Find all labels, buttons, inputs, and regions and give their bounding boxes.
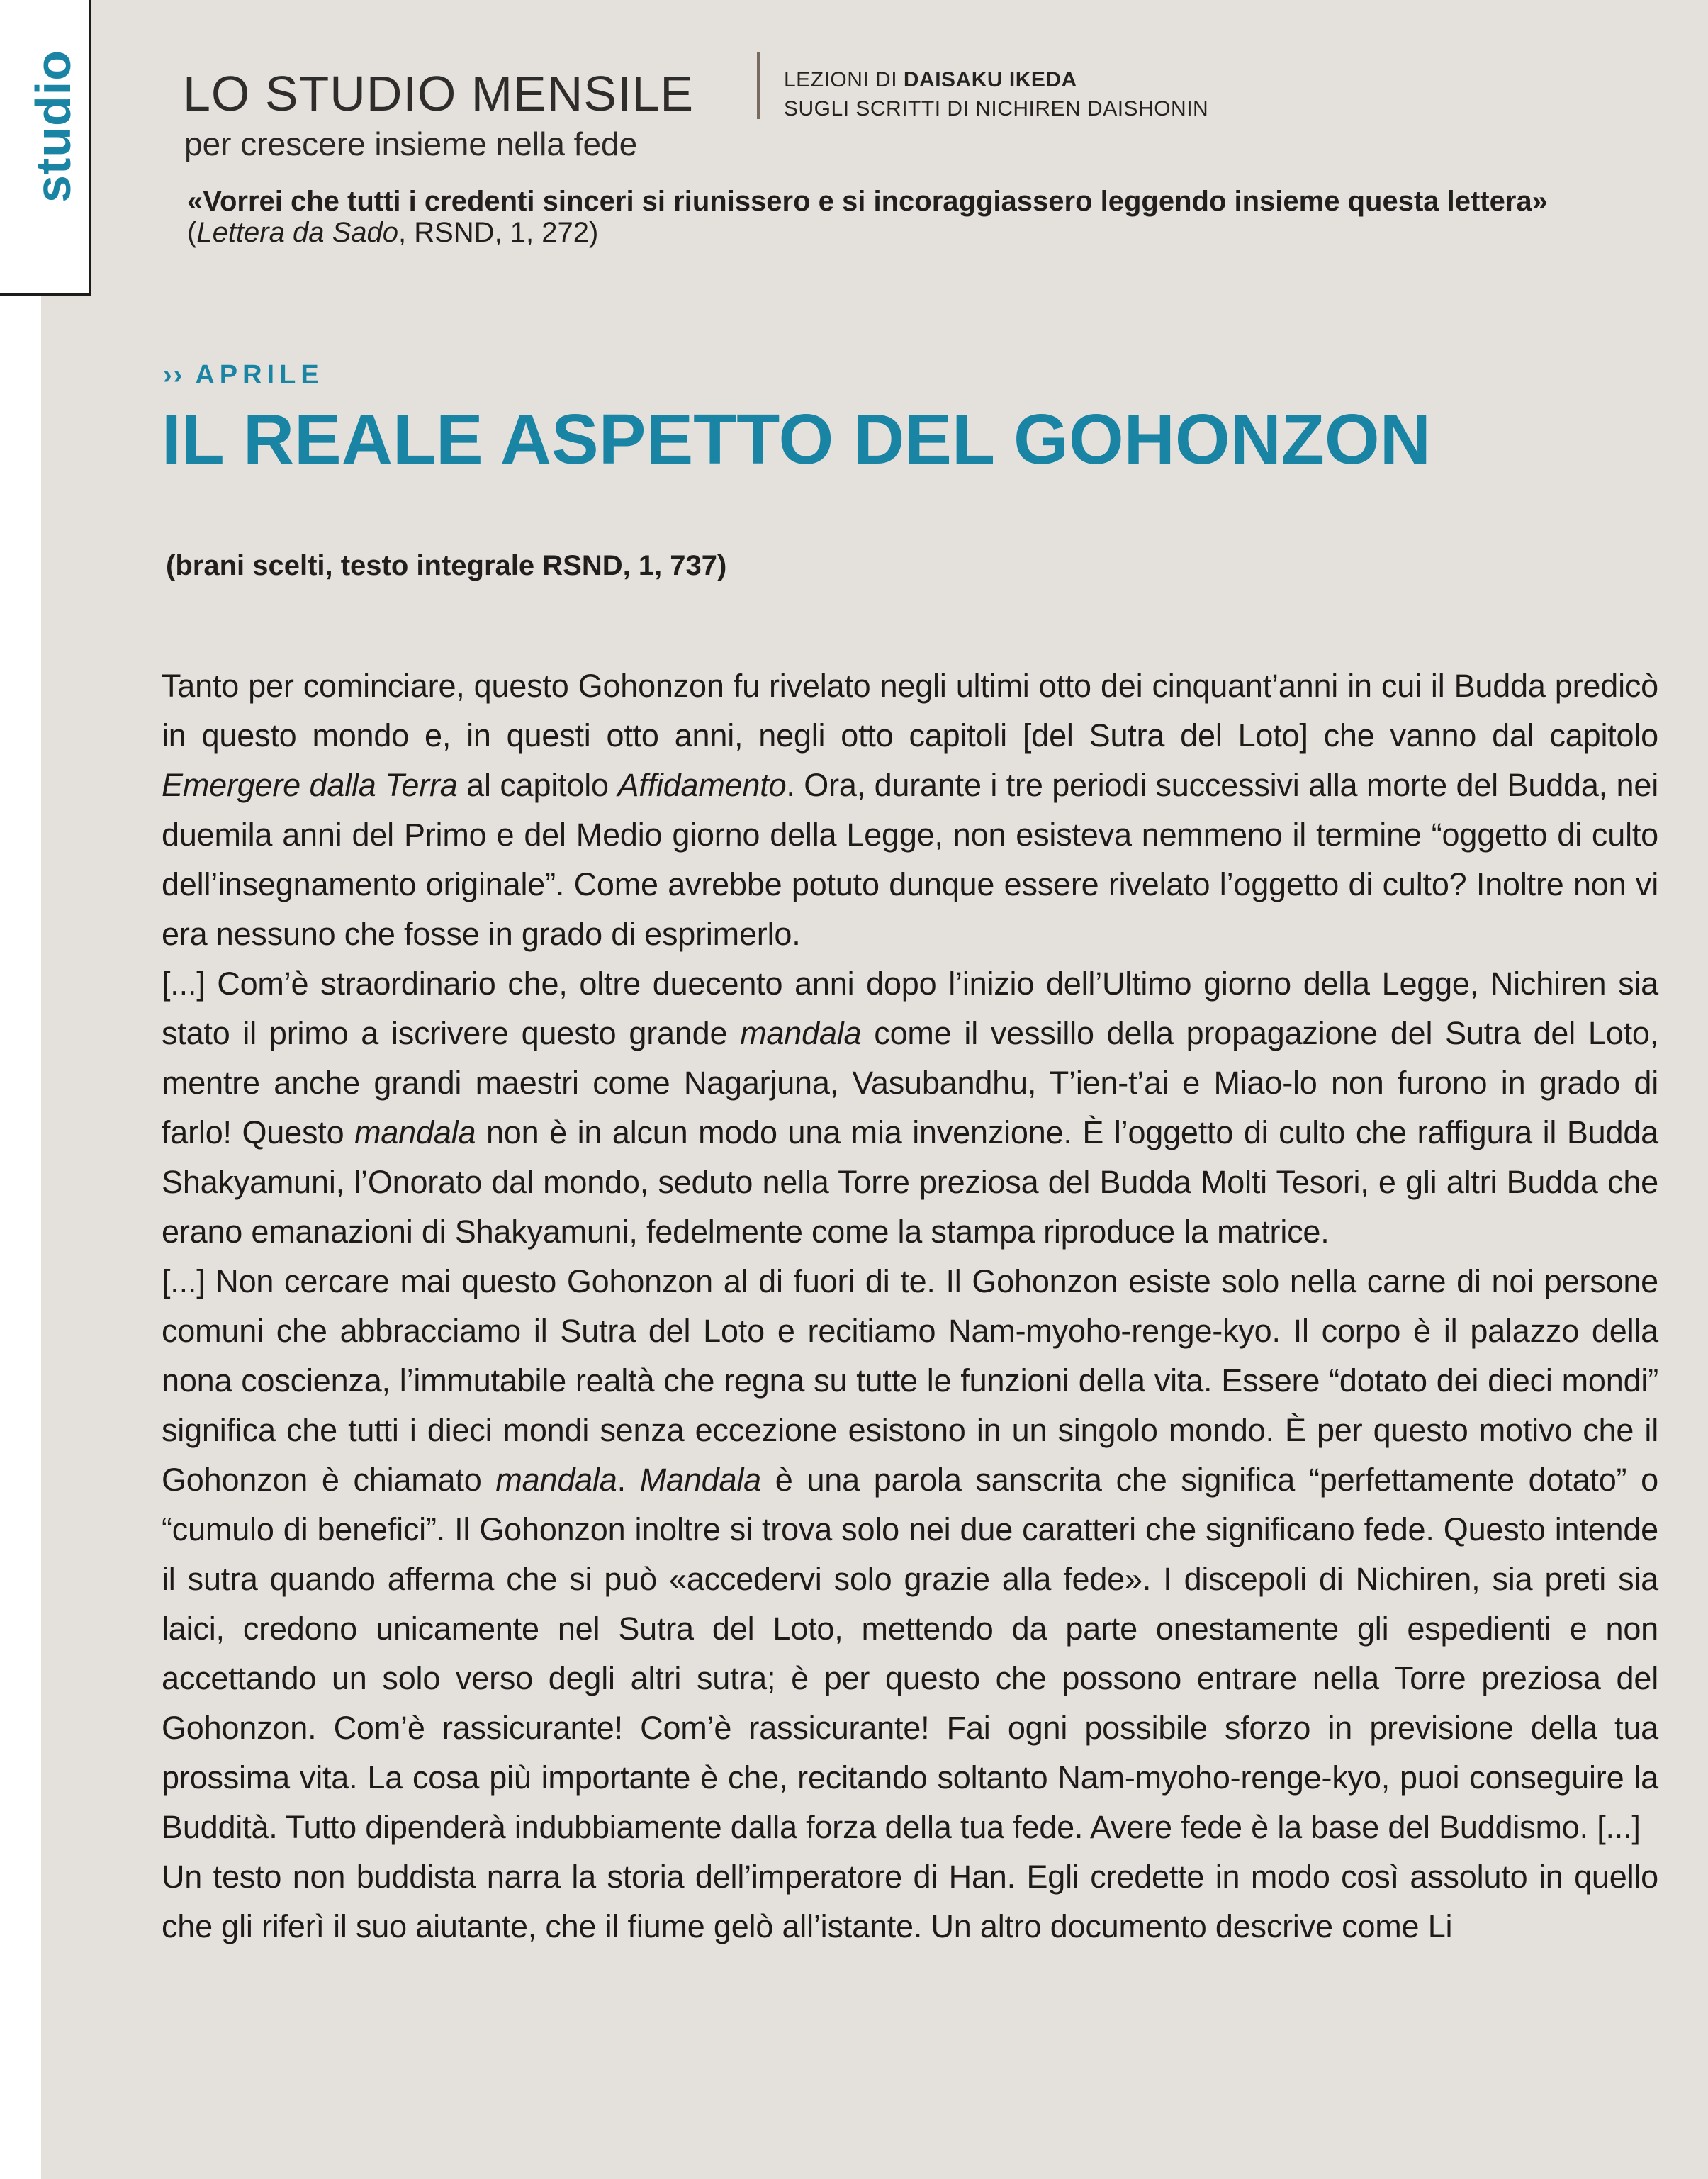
month-kicker-row [163,360,324,391]
lessons-byline: LEZIONI DI DAISAKU IKEDA [784,68,1077,91]
body-paragraph: [...] Non cercare mai questo Gohonzon al di fuori di te. Il Gohonzon esiste solo nella carne di noi persone comuni che abbracciamo il Sutra del Loto e recitiamo Nam-myoho-renge-kyo. Il corpo è il palazzo della nona coscienza, l’immutabile realtà che regna su tutte le funzioni della vita. Essere “dotato dei dieci mondi” significa che tutti i dieci mondi senza eccezione esistono in un singolo mondo. È per questo motivo che il Gohonzon è chiamato mandala. Mandala è una parola sanscrita che significa “perfettamente dotato” o “cumulo di benefici”. Il Gohonzon inoltre si trova solo nei due caratteri che significano fede. Questo intende il sutra quando afferma che si può «accedervi solo grazie alla fede». I discepoli di Nichiren, sia preti sia laici, credono unicamente nel Sutra del Loto, mettendo da parte onestamente gli espedienti e non accettando un solo verso degli altri sutra; è per questo che possono entrare nella Torre preziosa del Gohonzon. Com’è rassicurante! Com’è rassicurante! Fai ogni possibile sforzo in previsione della tua prossima vita. La cosa più importante è che, recitando soltanto Nam-myoho-renge-kyo, puoi conseguire la Buddità. Tutto dipenderà indubbiamente dalla forza della tua fede. Avere fede è la base del Buddismo. [...] [162,1263,1658,1845]
month-kicker: APRILE [195,360,324,390]
opening-quote: «Vorrei che tutti i credenti sinceri si riunissero e si incoraggiassero leggendo insieme questa lettera» [187,186,1548,217]
quote-citation: (Lettera da Sado, RSND, 1, 272) [187,217,599,248]
masthead-title: LO STUDIO MENSILE [183,66,695,121]
studio-vertical-label: studio [26,50,81,203]
body-paragraph: Tanto per cominciare, questo Gohonzon fu rivelato negli ultimi otto dei cinquant’anni in cui il Budda predicò in questo mondo e, in questi otto anni, negli otto capitoli [del Sutra del Loto] che vanno dal capitolo Emergere dalla Terra al capitolo Affidamento. Ora, durante i tre periodi successivi alla morte del Budda, nei duemila anni del Primo e del Medio giorno della Legge, non esisteva nemmeno il termine “oggetto di culto dell’insegnamento originale”. Come avrebbe potuto dunque essere rivelato l’oggetto di culto? Inoltre non vi era nessuno che fosse in grado di esprimerlo. [162,668,1659,952]
body-paragraph: [...] Com’è straordinario che, oltre duecento anni dopo l’inizio dell’Ultimo giorno della Legge, Nichiren sia stato il primo a iscrivere questo grande mandala come il vessillo della propagazione del Sutra del Loto, mentre anche grandi maestri come Nagarjuna, Vasubandhu, T’ien-t’ai e Miao-lo non furono in grado di farlo! Questo mandala non è in alcun modo una mia invenzione. È l’oggetto di culto che raffigura il Budda Shakyamuni, l’Onorato dal mondo, seduto nella Torre preziosa del Budda Molti Tesori, e gli altri Budda che erano emanazioni di Shakyamuni, fedelmente come la stampa riproduce la matrice. [162,965,1659,1250]
article-subtitle: (brani scelti, testo integrale RSND, 1, 737) [166,550,727,581]
article-body [162,661,1658,1951]
double-chevron-icon: ›› [163,360,184,390]
lessons-subject: SUGLI SCRITTI DI NICHIREN DAISHONIN [784,97,1209,121]
article-title: IL REALE ASPETTO DEL GOHONZON [162,400,1431,479]
studio-tab [0,0,91,296]
masthead-tagline: per crescere insieme nella fede [184,125,638,162]
header-divider [757,52,760,119]
body-paragraph: Un testo non buddista narra la storia dell’imperatore di Han. Egli credette in modo così assoluto in quello che gli riferì il suo aiutante, che il fiume gelò all’istante. Un altro documento descrive come Li [162,1859,1658,1944]
lessons-byline-block [784,65,1208,123]
